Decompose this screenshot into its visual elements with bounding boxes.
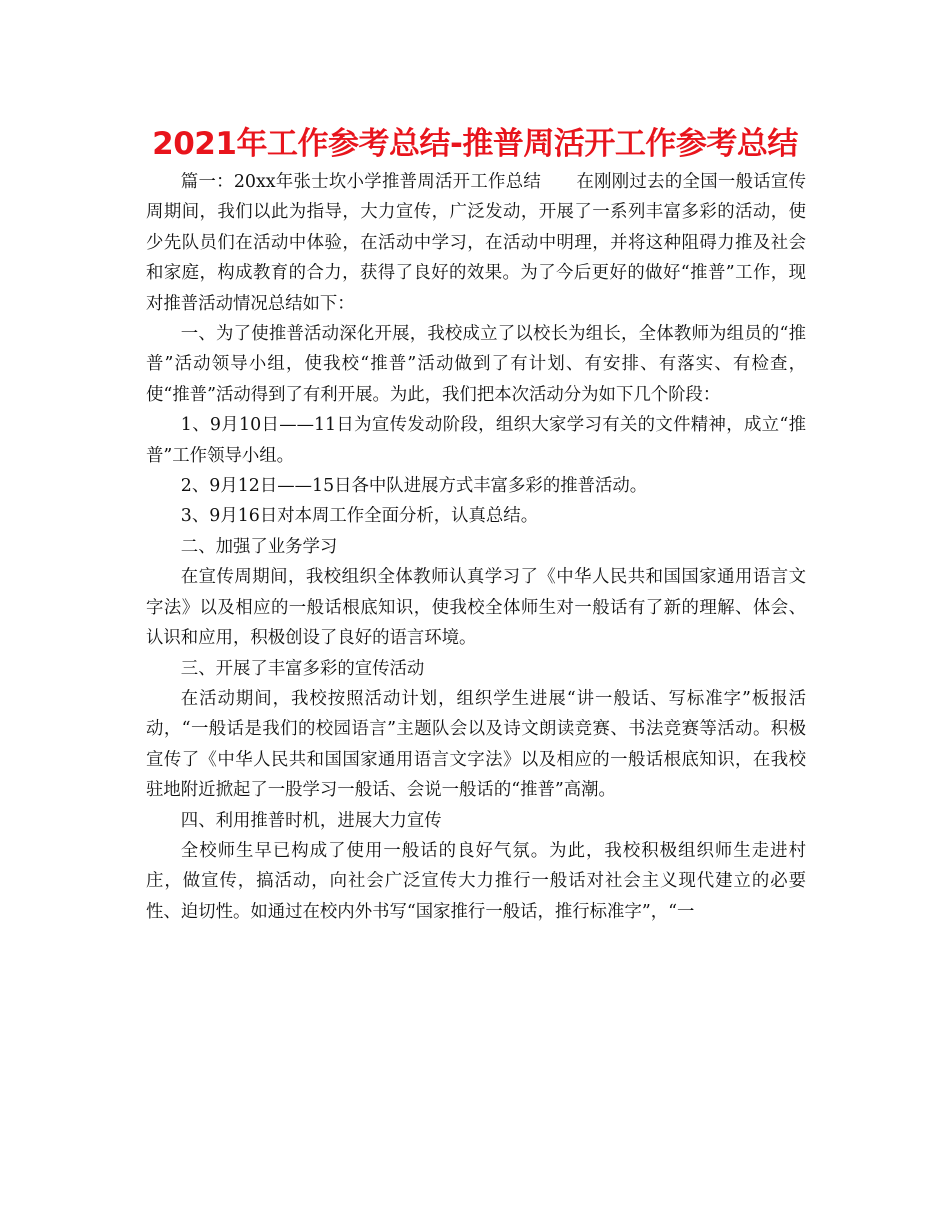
document-body	[146, 167, 806, 927]
paragraph-section-three: 在活动期间，我校按照活动计划，组织学生进展“讲一般话、写标准字”板报活动，“一般话是我们的校园语言”主题队会以及诗文朗读竞赛、书法竞赛等活动。积极宣传了《中华人民共和国国家通用语言文字法》以及相应的一般话根底知识，在我校驻地附近掀起了一股学习一般话、会说一般话的“推普”高潮。	[146, 688, 806, 801]
heading-section-four: 四、利用推普时机，进展大力宣传	[180, 810, 442, 831]
paragraph-intro: 篇一：20xx年张士坎小学推普周活开工作总结 在刚刚过去的全国一般话宣传周期间，我们以此为指导，大力宣传，广泛发动，开展了一系列丰富多彩的活动，使少先队员们在活动中体验，在活动中学习，在活动中明理，并将这种阻碍力推及社会和家庭，构成教育的合力，获得了良好的效果。为了今后更好的做好“推普”工作，现对推普活动情况总结如下：	[146, 172, 806, 314]
paragraph-stage-two: 2、9月12日——15日各中队进展方式丰富多彩的推普活动。	[180, 476, 648, 497]
paragraph-stage-three: 3、9月16日对本周工作全面分析，认真总结。	[180, 506, 539, 527]
document-title: 2021年工作参考总结-推普周活开工作参考总结	[152, 126, 798, 162]
paragraph-stage-one: 1、9月10日——11日为宣传发动阶段，组织大家学习有关的文件精神，成立“推普”工作领导小组。	[146, 415, 806, 466]
paragraph-section-one: 一、为了使推普活动深化开展，我校成立了以校长为组长，全体教师为组员的“推普”活动领导小组，使我校“推普”活动做到了有计划、有安排、有落实、有检查，使“推普”活动得到了有利开展。为此，我们把本次活动分为如下几个阶段：	[146, 324, 806, 405]
heading-section-two: 二、加强了业务学习	[180, 536, 338, 557]
paragraph-section-two: 在宣传周期间，我校组织全体教师认真学习了《中华人民共和国国家通用语言文字法》以及相应的一般话根底知识，使我校全体师生对一般话有了新的理解、体会、认识和应用，积极创设了良好的语言环境。	[146, 567, 806, 649]
paragraph-section-four: 全校师生早已构成了使用一般话的良好气氛。为此，我校积极组织师生走进村庄，做宣传，搞活动，向社会广泛宣传大力推行一般话对社会主义现代建立的必要性、迫切性。如通过在校内外书写“国家推行一般话，推行标准字”，“一	[146, 840, 806, 922]
heading-section-three: 三、开展了丰富多彩的宣传活动	[180, 658, 425, 679]
